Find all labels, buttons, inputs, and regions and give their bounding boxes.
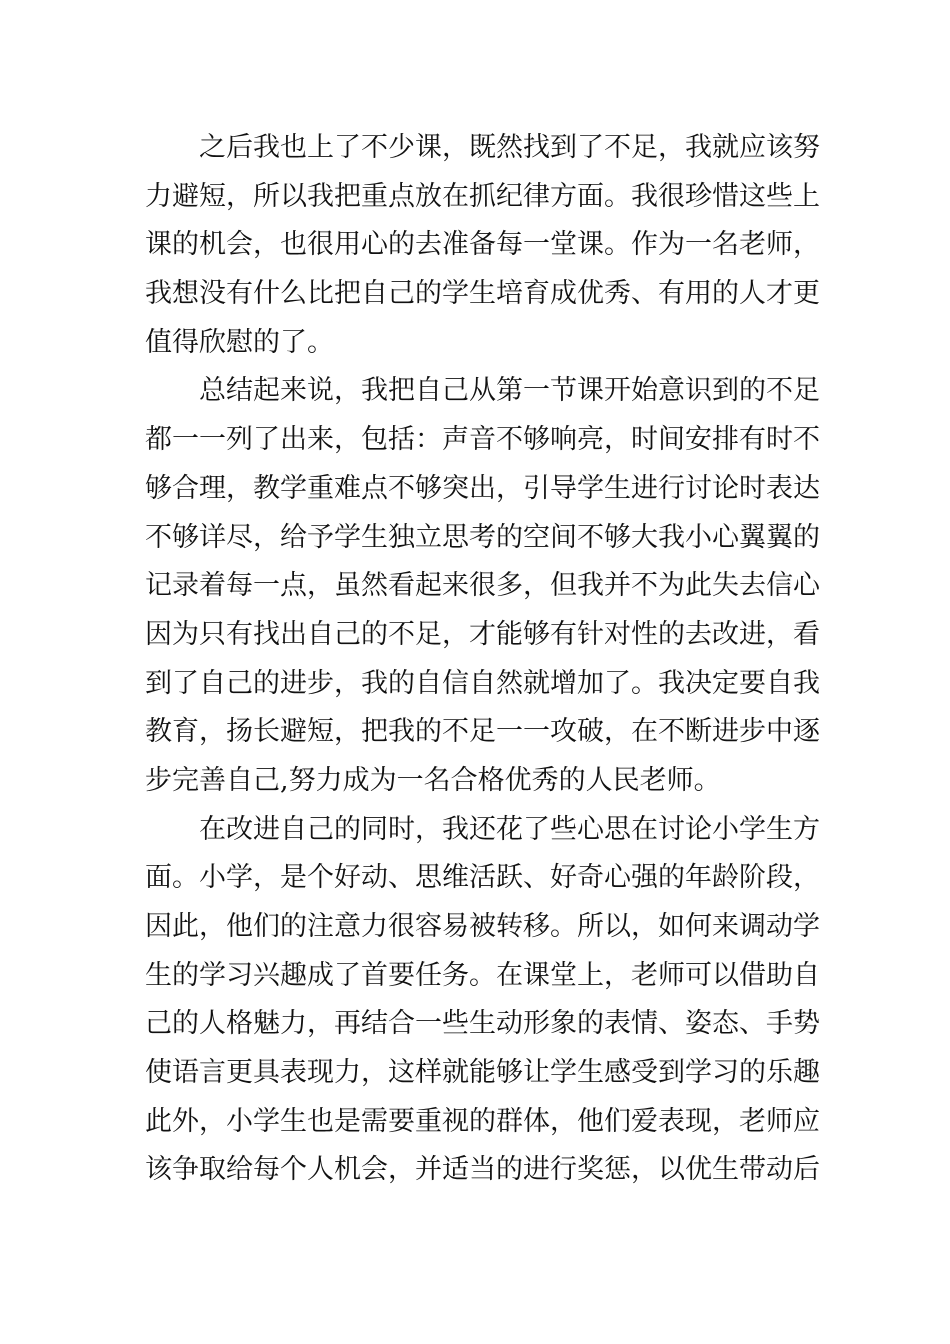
paragraph-1 <box>145 124 820 367</box>
text-line: 使语言更具表现力，这样就能够让学生感受到学习的乐趣 <box>145 1057 820 1089</box>
text-line: 此外，小学生也是需要重视的群体，他们爱表现，老师应 <box>145 1105 820 1137</box>
text-line: 生的学习兴趣成了首要任务。在课堂上，老师可以借助自 <box>145 959 820 991</box>
text-line: 值得欣慰的了。 <box>145 326 334 358</box>
text-line: 面。小学，是个好动、思维活跃、好奇心强的年龄阶段， <box>145 862 820 894</box>
text-line: 总结起来说，我把自己从第一节课开始意识到的不足 <box>199 375 820 407</box>
text-line: 教育，扬长避短，把我的不足一一攻破，在不断进步中逐 <box>145 716 820 748</box>
text-line: 到了自己的进步，我的自信自然就增加了。我决定要自我 <box>145 667 820 699</box>
text-line: 己的人格魅力，再结合一些生动形象的表情、姿态、手势 <box>145 1008 820 1040</box>
text-line: 力避短，所以我把重点放在抓纪律方面。我很珍惜这些上 <box>145 180 820 212</box>
text-line: 都一一列了出来，包括：声音不够响亮，时间安排有时不 <box>145 424 820 456</box>
text-line: 记录着每一点，虽然看起来很多，但我并不为此失去信心 <box>145 570 820 602</box>
text-line: 在改进自己的同时，我还花了些心思在讨论小学生方 <box>199 813 820 845</box>
text-line: 不够详尽，给予学生独立思考的空间不够大我小心翼翼的 <box>145 521 820 553</box>
text-line: 步完善自己,努力成为一名合格优秀的人民老师。 <box>145 764 721 796</box>
text-line: 我想没有什么比把自己的学生培育成优秀、有用的人才更 <box>145 278 820 310</box>
text-line: 之后我也上了不少课，既然找到了不足，我就应该努 <box>199 132 820 163</box>
text-line: 够合理，教学重难点不够突出，引导学生进行讨论时表达 <box>145 472 820 504</box>
text-line: 因为只有找出自己的不足，才能够有针对性的去改进，看 <box>145 618 820 650</box>
text-line: 因此，他们的注意力很容易被转移。所以，如何来调动学 <box>145 911 820 942</box>
document-page <box>145 124 820 1195</box>
text-line: 该争取给每个人机会，并适当的进行奖惩，以优生带动后 <box>145 1154 820 1186</box>
text-line: 课的机会，也很用心的去准备每一堂课。作为一名老师， <box>145 229 820 261</box>
paragraph-3 <box>145 806 820 1196</box>
paragraph-2 <box>145 367 820 805</box>
